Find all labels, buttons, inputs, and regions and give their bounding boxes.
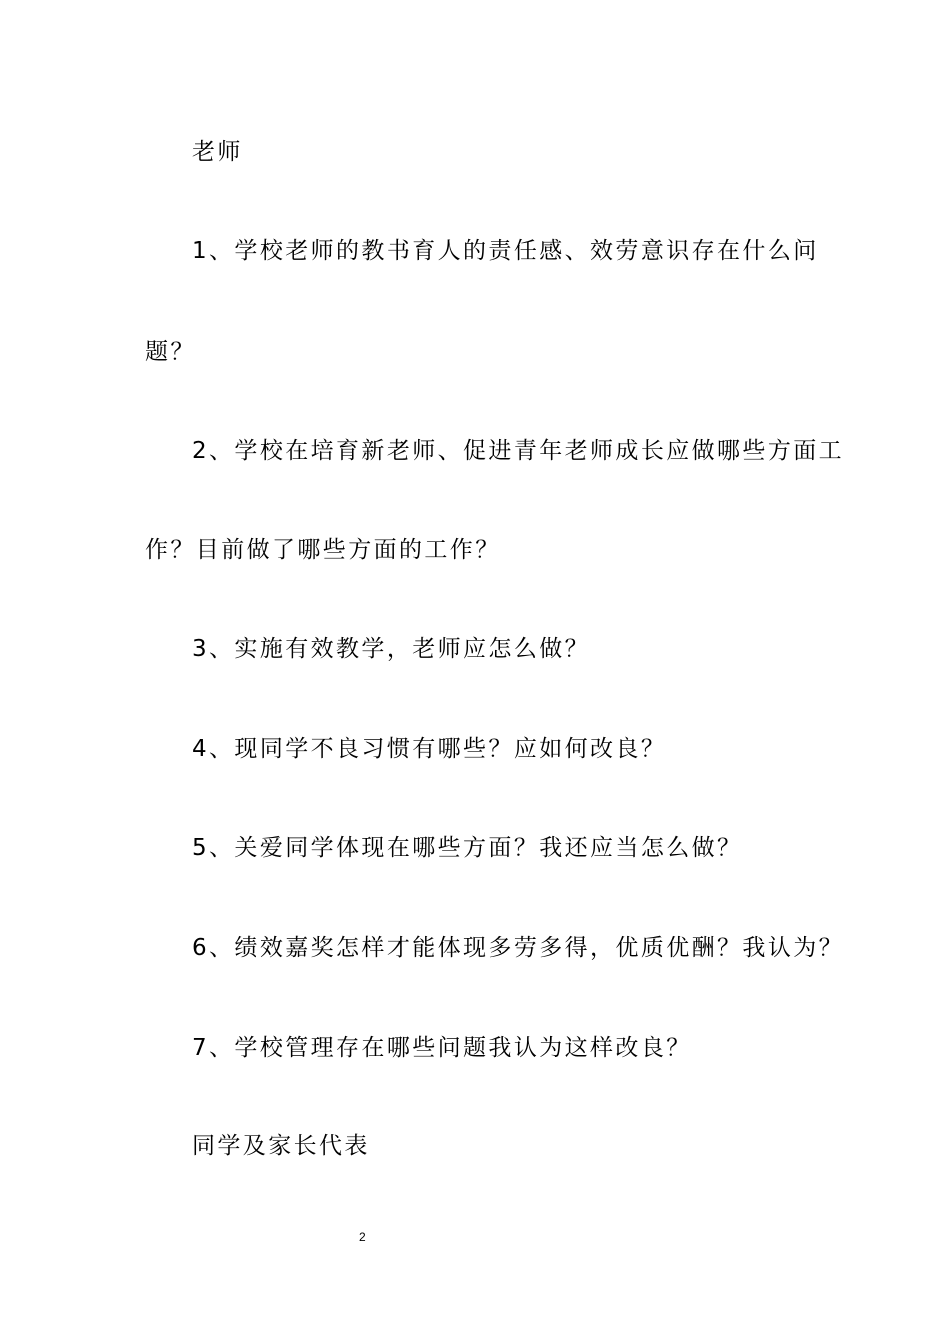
question-5: 5、关爱同学体现在哪些方面？我还应当怎么做？ (192, 835, 743, 861)
question-3: 3、实施有效教学，老师应怎么做？ (192, 636, 591, 662)
page-number: 2 (359, 1230, 366, 1244)
question-2-line-2: 作？目前做了哪些方面的工作？ (145, 537, 501, 563)
question-1-line-1: 1、学校老师的教书育人的责任感、效劳意识存在什么问 (192, 238, 819, 264)
question-2-line-1: 2、学校在培育新老师、促进青年老师成长应做哪些方面工 (192, 438, 845, 464)
question-7: 7、学校管理存在哪些问题我认为这样改良？ (192, 1035, 692, 1061)
section-heading-teachers: 老师 (192, 139, 243, 165)
section-heading-students-parents: 同学及家长代表 (192, 1133, 370, 1159)
question-1-line-2: 题？ (145, 339, 196, 365)
question-4: 4、现同学不良习惯有哪些？应如何改良？ (192, 736, 667, 762)
question-6: 6、绩效嘉奖怎样才能体现多劳多得，优质优酬？我认为？ (192, 935, 845, 961)
